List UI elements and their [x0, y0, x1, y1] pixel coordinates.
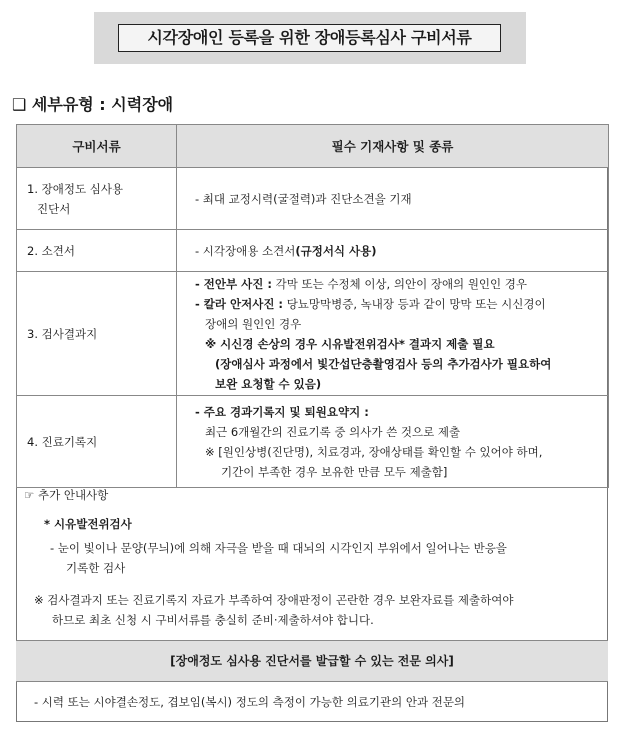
table-row	[17, 168, 609, 230]
requirement-line: ※ [원인상병(진단명), 치료경과, 장애상태를 확인할 수 있어야 하며,	[205, 444, 543, 459]
doc-name: 3. 검사결과지	[27, 326, 98, 341]
doc-name: 1. 장애정도 심사용	[27, 181, 124, 196]
requirement-line: - 최대 교정시력(굴절력)과 진단소견을 기재	[195, 191, 412, 206]
doc-name: 4. 진료기록지	[27, 434, 98, 449]
requirement-line: (장애심사 과정에서 빛간섭단층촬영검사 등의 추가검사가 필요하여	[215, 356, 552, 371]
warning-line: ※ 검사결과지 또는 진료기록지 자료가 부족하여 장애판정이 곤란한 경우 보완자료를 제출하여야	[34, 593, 514, 607]
doc-name: 2. 소견서	[27, 243, 75, 258]
requirement-line: ※ 시신경 손상의 경우 시유발전위검사* 결과지 제출 필요	[205, 336, 495, 351]
requirement-line: - 전안부 사진 : 각막 또는 수정체 이상, 의안이 장애의 원인인 경우	[195, 276, 528, 291]
requirement-line: 장애의 원인인 경우	[205, 316, 302, 331]
doc-cell	[17, 396, 177, 488]
documents-table	[16, 124, 609, 488]
doc-cell	[17, 272, 177, 396]
doctor-heading: [장애정도 심사용 진단서를 발급할 수 있는 전문 의사]	[16, 640, 608, 682]
requirement-line: 보완 요청할 수 있음)	[215, 376, 322, 391]
requirements-cell	[177, 272, 609, 396]
header-requirements: 필수 기재사항 및 종류	[177, 125, 609, 168]
section-heading: ❑ 세부유형 : 시력장애	[12, 95, 174, 114]
note-line: - 눈이 빛이나 문양(무늬)에 의해 자극을 받을 때 대뇌의 시각인지 부위에서 일어나는 반응을	[50, 541, 507, 555]
requirements-cell	[177, 168, 609, 230]
requirements-cell	[177, 230, 609, 272]
note-title: * 시유발전위검사	[44, 517, 132, 531]
doc-cell	[17, 168, 177, 230]
extra-info-heading: ☞ 추가 안내사항	[24, 488, 109, 502]
requirement-line: - 주요 경과기록지 및 퇴원요약지 :	[195, 404, 369, 419]
doc-name: 진단서	[37, 201, 71, 216]
warning-line: 하므로 최초 신청 시 구비서류를 충실히 준비·제출하셔야 합니다.	[52, 613, 374, 627]
requirement-line: - 칼라 안저사진 : 당뇨망막병증, 녹내장 등과 같이 망막 또는 시신경이	[195, 296, 546, 311]
note-line: 기록한 검사	[66, 561, 126, 575]
table-row	[17, 230, 609, 272]
table-row	[17, 272, 609, 396]
title-banner	[94, 12, 526, 64]
requirements-cell	[177, 396, 609, 488]
requirement-line: 기간이 부족한 경우 보유한 만큼 모두 제출함]	[221, 464, 448, 479]
doctor-text: - 시력 또는 시야결손정도, 겹보임(복시) 정도의 측정이 가능한 의료기관의 안과 전문의	[34, 695, 466, 709]
page-title: 시각장애인 등록을 위한 장애등록심사 구비서류	[118, 24, 501, 52]
table-header-row	[17, 125, 609, 168]
requirement-line: 최근 6개월간의 진료기록 중 의사가 쓴 것으로 제출	[205, 424, 461, 439]
header-documents: 구비서류	[17, 125, 177, 168]
table-row	[17, 396, 609, 488]
doc-cell	[17, 230, 177, 272]
requirement-line: - 시각장애용 소견서(규정서식 사용)	[195, 243, 377, 258]
